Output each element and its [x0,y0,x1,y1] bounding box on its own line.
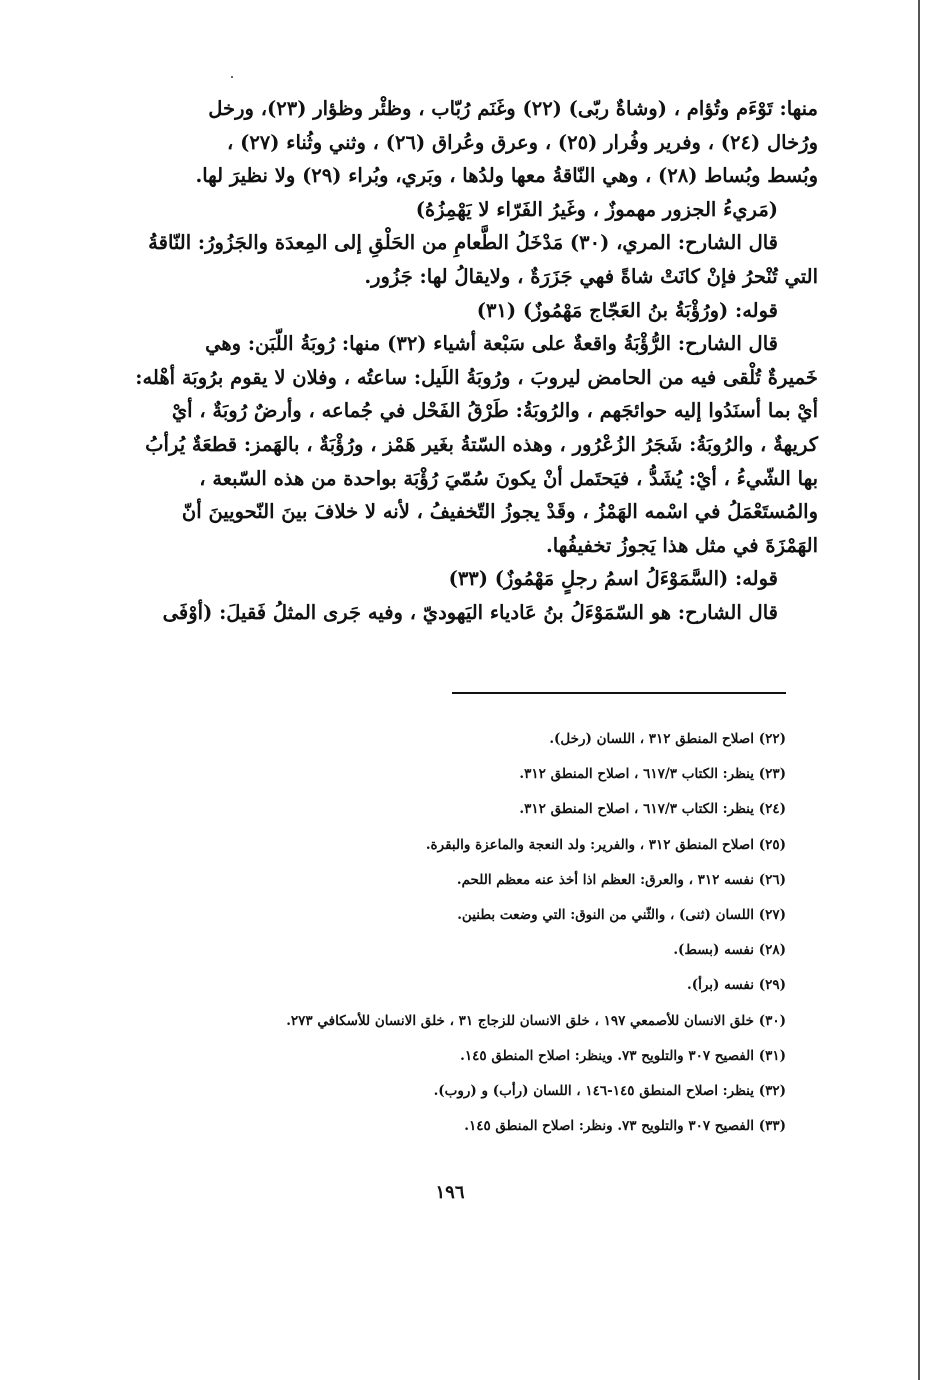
text-line: قوله: (ورُؤْبَةُ بنُ العَجّاج مَهْمُوزٌ) (٣١) [476,298,778,322]
text-line: (مَريءُ الجزور مهموزٌ ، وغَيرُ الفَرّاء لا يَهْمِزُهُ) [415,197,778,221]
footnote: (٣٢) ينظر: اصلاح المنطق ١٤٥-١٤٦ ، اللسان (رأب) و (روب). [433,1083,786,1100]
text-line: خَميرةٌ تُلْقى فيه من الحامض ليروبَ ، ورُوبَةُ اللَيل: ساعتُه ، وفلان لا يقوم برُوبَة أهْله: [135,365,818,389]
text-line: قال الشارح: المري، (٣٠) مَدْخَلُ الطَّعامِ من الحَلْقِ إلى المِعدَة والجَزُورُ: النّاقةُ [148,231,778,255]
footnote: (٢٦) نفسه ٣١٢ ، والعرق: العظم اذا أخذ عنه معظم اللحم. [456,871,786,888]
footnote: (٣٠) خلق الانسان للأصمعي ١٩٧ ، خلق الانسان للزجاج ٣١ ، خلق الانسان للأسكافي ٢٧٣. [286,1012,786,1029]
text-line: الهَمْزَةَ في مثل هذا يَجوزُ تخفيفُها. [545,533,818,557]
footnote: (٢٣) ينظر: الكتاب ٦١٧/٣ ، اصلاح المنطق ٣١٢. [519,766,786,783]
text-line: ورُخال (٢٤) ، وفرير وفُرار (٢٥) ، وعرق وعُراق (٢٦) ، وثني وثُناء (٢٧) ، [227,130,818,154]
text-line: وبُسط وبُساط (٢٨) ، وهي النّاقةُ معها ولدُها ، وبَري، وبُراء (٢٩) ولا نظيرَ لها. [195,164,818,188]
footnote: (٢٥) اصلاح المنطق ٣١٢ ، والفرير: ولد النعجة والماعزة والبقرة. [425,836,786,853]
page-number: ١٩٦ [435,1182,465,1203]
footnote: (٢٤) ينظر: الكتاب ٦١٧/٣ ، اصلاح المنطق ٣١٢. [519,801,786,818]
text-line: قوله: (السَّمَوْءَلُ اسمُ رجلٍ مَهْمُوزٌ) (٣٣) [448,567,778,591]
footnote: (٣١) الفصيح ٣٠٧ والتلويح ٧٣. وينظر: اصلاح المنطق ١٤٥. [460,1047,786,1064]
footnote: (٢٨) نفسه (بسط). [673,942,786,959]
footnote: (٢٢) اصلاح المنطق ٣١٢ ، اللسان (رخل). [549,731,786,747]
footnote: (٣٣) الفصيح ٣٠٧ والتلويح ٧٣. ونظر: اصلاح المنطق ١٤٥. [464,1118,786,1135]
text-line: قال الشارح: الرُّؤْبَةُ واقعةٌ على سَبْعة أشياء (٣٢) منها: رُوبَةُ اللّبَن: وهي [205,332,778,356]
main-text [118,92,818,630]
text-line: كريهةٌ ، والرُوبَةُ: شَجَرُ الزُعْرُور ، وهذه السّتةُ بغَير هَمْز ، ورُؤْبَةٌ ، بالهَمز: قطعَةٌ يُرأبُ [145,432,818,456]
text-line: التي تُنْحرُ فإنْ كانَتْ شاةً فهي جَزَرَةٌ ، ولايقالُ لها: جَزُور. [364,264,818,288]
footnotes [186,722,786,1144]
text-line: والمُستَعْمَلُ في اسْمه الهَمْزُ ، وقَدْ يجوزُ التّخفيفُ ، لأنه لا خلافَ بينَ النّحويينَ أنّ [181,500,818,524]
text-line: قال الشارح: هو السّمَوْءَلُ بنُ عَادياء اليَهوديّ ، وفيه جَرى المثلُ فَقيلَ: (أوْفَى [162,600,778,624]
footnote: (٢٧) اللسان (ثنى) ، والثّني من النوق: التي وضعت بطنين. [457,907,786,924]
page-edge-line [918,0,920,1380]
text-line: بها الشّيءُ ، أيْ: يُشَدُّ ، فيَحتَمل أنْ يكونَ سُمّيَ رُؤْبَة بواحدة من هذه السّبعة ، [199,466,818,490]
scan-speck [231,76,233,78]
footnote-separator [452,692,786,694]
footnote: (٢٩) نفسه (برأ). [687,977,786,994]
text-line: أيْ بما أسنَدُوا إليه حوائجَهم ، والرُوبَةُ: طَرْقُ الفَحْل في جُماعه ، وأرضٌ رُوبَةٌ ، أيْ [171,399,818,423]
text-line: منها: تَوْءَم وتُؤام ، (وشاةٌ ربّى) (٢٢) وغَنَم رُبّاب ، وظئْر وظؤار (٢٣)، ورخل [208,97,818,120]
